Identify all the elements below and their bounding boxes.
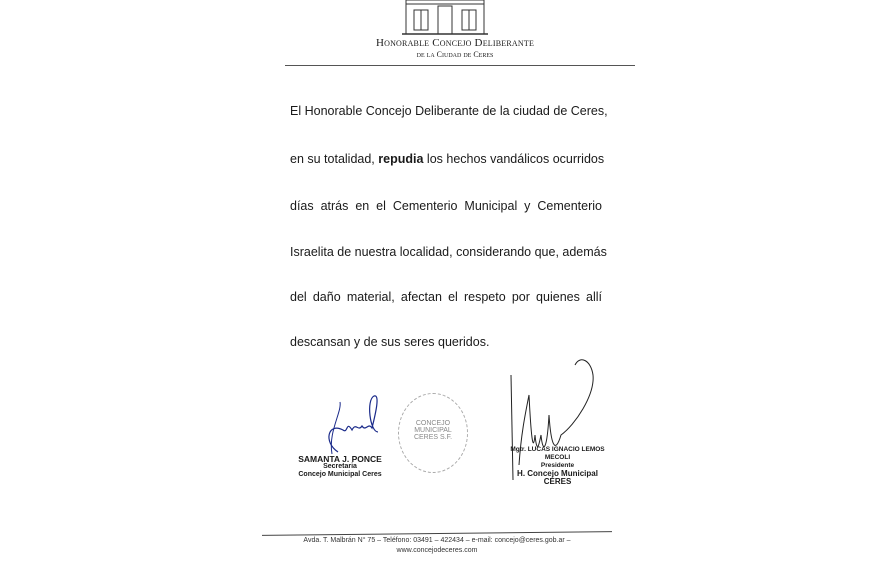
header-divider [285, 65, 635, 66]
signer-name: Mgtr. LUCAS IGNACIO LEMOS MECOLI [510, 446, 605, 461]
body-line-2-bold: repudia [378, 152, 424, 166]
body-line-4: Israelita de nuestra localidad, considerando que, además [290, 245, 607, 259]
signer-body: Concejo Municipal Ceres [298, 471, 382, 478]
body-line-3: días atrás en el Cementerio Municipal y Cementerio [290, 199, 602, 213]
signer-city: CERES [543, 477, 572, 486]
body-line-2-rest: los hechos vandálicos ocurridos [426, 152, 605, 166]
body-line-2-prefix: en su totalidad, [290, 152, 375, 166]
org-city: de la Ciudad de Ceres [416, 50, 494, 59]
footer-address: Avda. T. Malbrán N° 75 – Teléfono: 03491 – 422434 – e-mail: concejo@ceres.gob.ar – [303, 537, 571, 544]
body-line-5: del daño material, afectan el respeto por quienes allí [290, 290, 602, 304]
stamp-text: CONCEJO MUNICIPAL CERES S.F. [413, 420, 453, 441]
body-line-1: El Honorable Concejo Deliberante de la ciudad de Ceres, [290, 104, 608, 118]
signer-role: Secretaria [323, 463, 357, 470]
footer-divider [262, 531, 612, 536]
signature-block-ponce [290, 455, 390, 479]
org-name: Honorable Concejo Deliberante [375, 37, 535, 49]
body-line-2 [290, 152, 605, 166]
signature-ponce [318, 392, 388, 457]
signer-name: SAMANTA J. PONCE [298, 454, 382, 464]
body-line-6: descansan y de sus seres queridos. [290, 335, 490, 349]
building-logo [400, 0, 490, 36]
signer-role: Presidente [540, 462, 575, 469]
signer-body: H. Concejo Municipal [517, 469, 598, 478]
footer-website: www.concejodeceres.com [396, 547, 478, 554]
signature-block-lemos [500, 446, 615, 486]
